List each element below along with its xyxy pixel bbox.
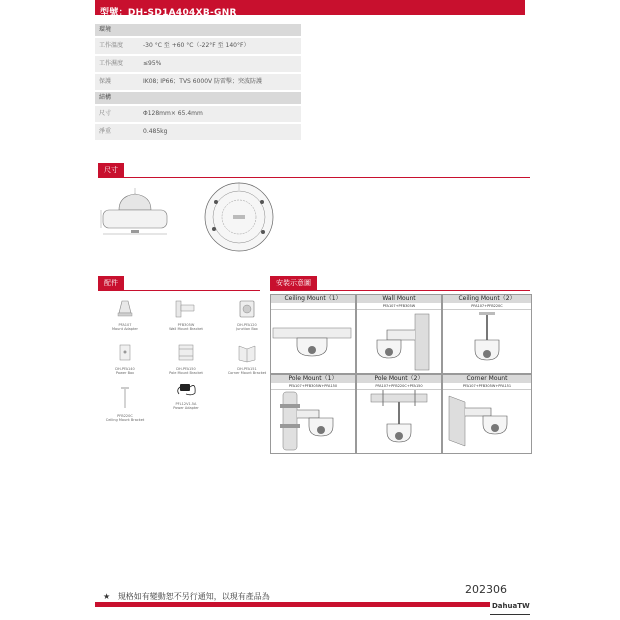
spec-row-op-temp [95, 38, 301, 54]
corner-bracket-icon [235, 343, 259, 363]
section-divider [270, 290, 530, 291]
accessory-model: DH-PFA140 [115, 366, 135, 371]
mount-cell-corner [442, 374, 532, 454]
accessory-model: PFA107 [118, 322, 132, 327]
spec-label: 尺寸 [99, 110, 112, 117]
mount-cell-ceiling-2 [442, 294, 532, 374]
star-icon: ★ [103, 592, 111, 601]
mount-subtitle: PFA107+PFB220C [443, 303, 531, 310]
ceiling-bracket-icon [115, 386, 135, 410]
accessory-item [222, 299, 272, 332]
accessory-name: Power Box [115, 371, 135, 375]
mount-title: Ceiling Mount（1） [271, 295, 355, 303]
mount-subtitle: PFA107+PFB220C+PFA150 [357, 383, 441, 390]
model-title: 型號：DH-SD1A404XB-GNR [100, 8, 237, 18]
mount-subtitle: PFA107+PFB305W [357, 303, 441, 310]
wall-bracket-icon [174, 299, 198, 319]
mount-cell-pole-1 [270, 374, 356, 454]
document-date: 202306 [465, 583, 507, 596]
accessory-item [100, 386, 150, 423]
accessory-model: DH-PFA120 [237, 322, 257, 327]
accessory-name: Mount Adapter [112, 327, 138, 331]
bottom-view-drawing [197, 180, 282, 255]
spec-label: 淨重 [99, 128, 112, 135]
env-section-header: 環境 [95, 24, 301, 36]
accessories-tag: 配件 [98, 276, 124, 290]
side-view-drawing [97, 182, 177, 247]
mount-adapter-icon [115, 299, 135, 319]
mount-cell-pole-2 [356, 374, 442, 454]
mount-subtitle: PFA107+PFB305W+PFA151 [443, 383, 531, 390]
disclaimer-text: 規格如有變動恕不另行通知，以現有產品為 [117, 592, 270, 601]
disclaimer-note [103, 591, 270, 602]
brand-underline [490, 614, 530, 615]
accessory-item [161, 378, 211, 411]
accessory-name: Ceiling Mount Bracket [105, 418, 145, 422]
spec-row-size [95, 106, 301, 122]
ceiling-pendant-drawing [443, 310, 531, 372]
footer-bar [95, 602, 490, 607]
junction-box-icon [237, 299, 257, 319]
mount-cell-wall [356, 294, 442, 374]
accessory-item [100, 299, 150, 332]
spec-row-humidity [95, 56, 301, 72]
section-divider [98, 177, 530, 178]
accessory-name: Power Adapter [173, 406, 199, 410]
mount-subtitle [271, 303, 355, 310]
power-box-icon [115, 343, 135, 363]
mount-title: Pole Mount（1） [271, 375, 355, 383]
mount-title: Wall Mount [357, 295, 441, 303]
accessory-model: PFB220C [117, 413, 133, 418]
accessory-name: Wall Mount Bracket [169, 327, 203, 331]
mount-title: Pole Mount（2） [357, 375, 441, 383]
spec-value: Φ128mm× 65.4mm [143, 110, 203, 117]
accessory-item [100, 343, 150, 376]
accessory-item [161, 299, 211, 332]
wall-mount-drawing [357, 310, 441, 372]
corner-mount-drawing [443, 390, 531, 452]
spec-label: 工作溫度 [99, 42, 124, 49]
mount-title: Corner Mount [443, 375, 531, 383]
pole-bracket-icon [176, 343, 196, 363]
spec-label: 保護 [99, 78, 112, 85]
accessory-name: Corner Mount Bracket [227, 371, 267, 375]
accessory-name: Pole Mount Bracket [169, 371, 203, 375]
model-header [95, 0, 525, 18]
mount-title: Ceiling Mount（2） [443, 295, 531, 303]
power-adapter-icon [174, 378, 198, 398]
dimensions-tag: 尺寸 [98, 163, 124, 177]
accessory-model: DH-PFA151 [237, 366, 257, 371]
mount-subtitle: PFA107+PFB305W+PFA150 [271, 383, 355, 390]
spec-value: -30 °C 至 +60 °C（-22°F 至 140°F） [143, 42, 250, 49]
accessory-model: DH-PFA150 [176, 366, 196, 371]
pole-mount-2-drawing [357, 390, 441, 452]
installation-tag: 安裝示意圖 [270, 276, 317, 290]
spec-table [95, 24, 301, 142]
accessory-model: PFB305W [177, 322, 195, 327]
spec-row-protection [95, 74, 301, 90]
spec-value: 0.485kg [143, 128, 168, 135]
spec-value: ≤95% [143, 60, 162, 67]
structure-section-header: 結構 [95, 92, 301, 104]
spec-value: IK08; IP66；TVS 6000V 防雷擊；突波防護 [143, 78, 263, 85]
accessory-name: Junction Box [236, 327, 258, 331]
pole-mount-1-drawing [271, 390, 355, 452]
spec-label: 工作濕度 [99, 60, 124, 67]
ceiling-mount-drawing [271, 310, 355, 372]
accessory-item [222, 343, 272, 376]
spec-row-weight [95, 124, 301, 140]
accessory-item [161, 343, 211, 376]
accessory-model: PFL12V1.5A [175, 401, 197, 406]
brand-label: DahuaTW [492, 602, 530, 610]
section-divider [98, 290, 260, 291]
mount-cell-ceiling-1 [270, 294, 356, 374]
